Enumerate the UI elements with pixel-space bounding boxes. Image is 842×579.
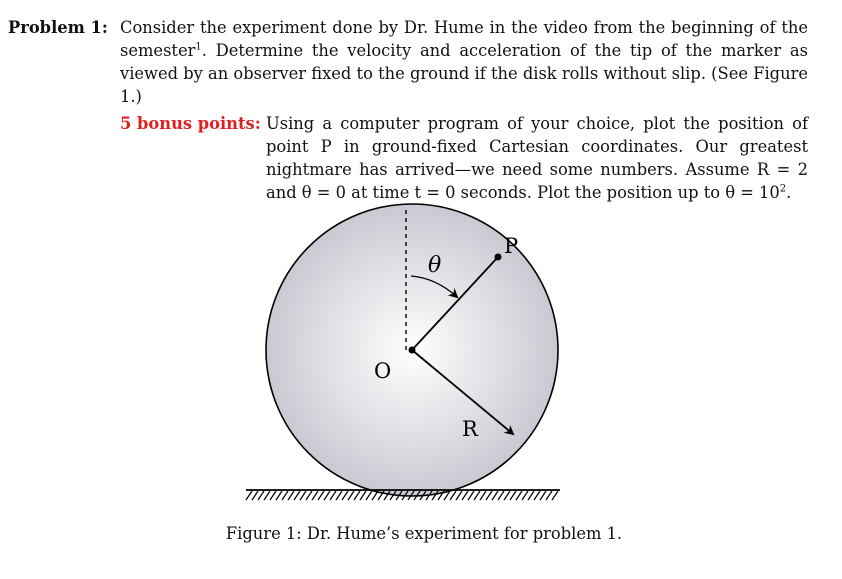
theta-label: θ xyxy=(428,253,442,278)
ground-hatch-mark xyxy=(348,491,354,500)
ground-hatch-mark xyxy=(312,491,318,500)
ground-hatch-mark xyxy=(462,491,468,500)
r-label: R xyxy=(462,417,478,441)
ground-hatch-mark xyxy=(330,491,336,500)
bonus-label: 5 bonus points: xyxy=(120,114,261,133)
center-point-o xyxy=(409,347,416,354)
ground-hatch-mark xyxy=(510,491,516,500)
ground-hatch-mark xyxy=(498,491,504,500)
ground-hatch-mark xyxy=(534,491,540,500)
ground-hatch-mark xyxy=(474,491,480,500)
ground-hatch-mark xyxy=(516,491,522,500)
problem-1 xyxy=(8,16,808,108)
ground-hatch-mark xyxy=(480,491,486,500)
ground-hatch-mark xyxy=(276,491,282,500)
ground-hatch-mark xyxy=(486,491,492,500)
ground-hatch-mark xyxy=(288,491,294,500)
ground-hatch-mark xyxy=(372,491,378,500)
ground-hatch-mark xyxy=(258,491,264,500)
ground-hatch-mark xyxy=(540,491,546,500)
footnote-mark[interactable]: 1 xyxy=(195,41,202,53)
ground-hatch-mark xyxy=(318,491,324,500)
o-label: O xyxy=(374,359,392,383)
bonus-section xyxy=(120,112,808,204)
bonus-text-part1: Using a computer program of your choice, plot the position of point P in ground-fixed Cartesian coordinates. Our greatest nightmare has arrived—we need some numbers. Assume R = 2 and θ = 0 at time t = 0 seconds. Plot the position up to θ = 10 xyxy=(266,114,808,202)
ground-hatch-mark xyxy=(456,491,462,500)
ground-hatch-mark xyxy=(270,491,276,500)
ground-hatch-mark xyxy=(366,491,372,500)
ground-hatch-mark xyxy=(468,491,474,500)
ground-hatch-mark xyxy=(264,491,270,500)
ground-hatch-mark xyxy=(306,491,312,500)
bonus-exponent: 2 xyxy=(779,183,787,195)
problem-statement xyxy=(8,16,808,204)
ground-hatch-mark xyxy=(300,491,306,500)
problem-text-part2: . Determine the velocity and acceleration of the tip of the marker as viewed by an observer fixed to the ground if the disk rolls without slip. (See Figure 1.) xyxy=(120,41,808,106)
figure-caption: Figure 1: Dr. Hume’s experiment for problem 1. xyxy=(225,524,623,543)
ground-hatch-mark xyxy=(492,491,498,500)
ground-hatch-mark xyxy=(282,491,288,500)
problem-label: Problem 1: xyxy=(8,18,108,37)
ground-hatch-mark xyxy=(522,491,528,500)
ground-hatch-mark xyxy=(336,491,342,500)
ground-hatch-mark xyxy=(342,491,348,500)
problem-text-part1: Consider the experiment done by Dr. Hume in the video from the beginning of the semester xyxy=(120,18,808,60)
ground-hatch-mark xyxy=(354,491,360,500)
ground-hatch-mark xyxy=(360,491,366,500)
p-label: P xyxy=(504,234,519,258)
ground-hatch-mark xyxy=(246,491,252,500)
ground-hatch-mark xyxy=(450,491,456,500)
ground-hatch-mark xyxy=(324,491,330,500)
ground-hatch-mark xyxy=(294,491,300,500)
ground-hatch-mark xyxy=(504,491,510,500)
ground-hatch-mark xyxy=(252,491,258,500)
ground-hatch-mark xyxy=(552,491,558,500)
bonus-text xyxy=(266,112,808,204)
bonus-text-part2: . xyxy=(786,183,792,202)
disk-figure xyxy=(230,200,600,510)
problem-text xyxy=(120,16,808,108)
point-p xyxy=(495,254,502,261)
ground-hatch-mark xyxy=(528,491,534,500)
ground-hatch-mark xyxy=(546,491,552,500)
